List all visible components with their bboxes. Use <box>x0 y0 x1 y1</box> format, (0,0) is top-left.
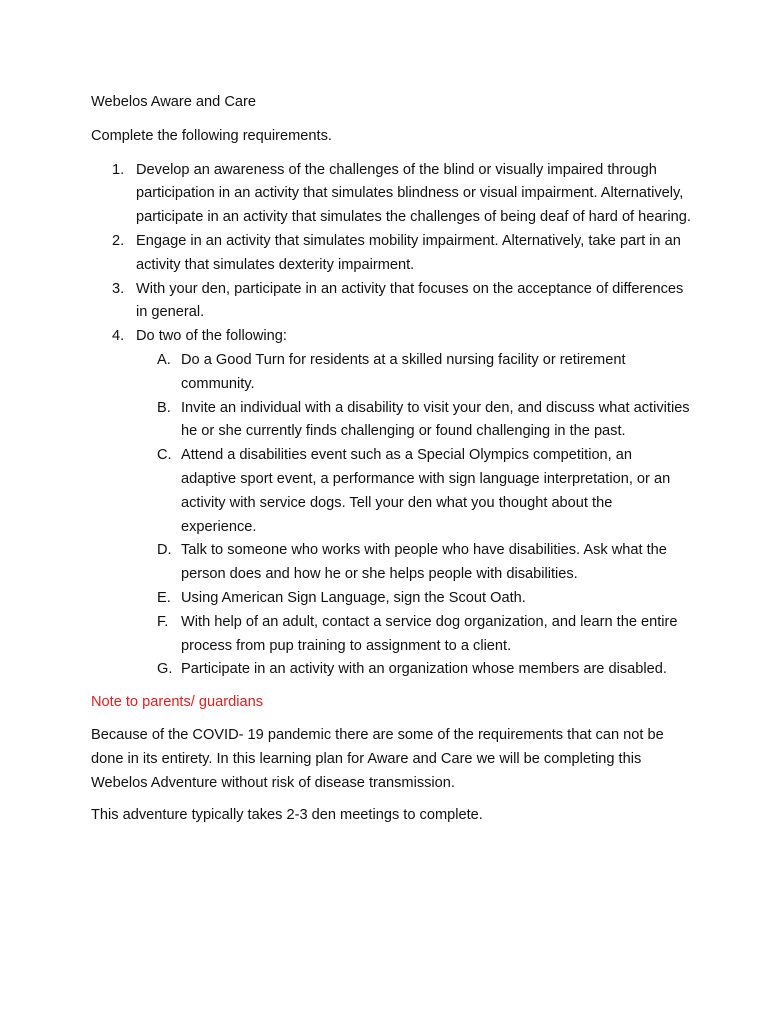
sub-requirement-item <box>136 539 691 587</box>
sub-requirement-text: Participate in an activity with an organization whose members are disabled. <box>181 661 667 678</box>
requirement-number: 1. <box>112 161 125 178</box>
sub-requirement-item <box>136 587 691 611</box>
sub-requirement-text: With help of an adult, contact a service dog organization, and learn the entire process from pup training to assignment to a client. <box>181 613 678 654</box>
sub-requirements-list <box>136 349 691 682</box>
sub-requirement-letter: D. <box>157 542 172 559</box>
sub-requirement-letter: C. <box>157 447 172 464</box>
requirement-number: 3. <box>112 280 125 297</box>
requirement-text: Engage in an activity that simulates mobility impairment. Alternatively, take part in an activity that simulates dexterity impairment. <box>136 232 681 273</box>
sub-requirement-item <box>136 444 691 539</box>
sub-requirement-letter: A. <box>157 351 171 368</box>
requirement-item <box>91 159 691 230</box>
sub-requirement-letter: E. <box>157 589 171 606</box>
sub-requirement-text: Using American Sign Language, sign the Scout Oath. <box>181 589 526 606</box>
covid-paragraph: Because of the COVID- 19 pandemic there are some of the requirements that can not be done in its entirety. In this learning plan for Aware and Care we will be completing this Webelos Adventure without risk of disease transmission. <box>91 726 664 791</box>
requirement-text: Do two of the following: <box>136 328 287 345</box>
sub-requirement-item <box>136 658 691 682</box>
sub-requirement-text: Invite an individual with a disability to visit your den, and discuss what activities he or she currently finds challenging or found challenging in the past. <box>181 399 690 440</box>
sub-requirement-item <box>136 397 691 445</box>
sub-requirement-text: Talk to someone who works with people who have disabilities. Ask what the person does and how he or she helps people with disabilities. <box>181 542 667 583</box>
document-title: Webelos Aware and Care <box>91 94 256 110</box>
requirement-text: Develop an awareness of the challenges of the blind or visually impaired through participation in an activity that simulates blindness or visual impairment. Alternatively, participate in an activity that simulates the challenges of being deaf of hard of hearing. <box>136 161 691 226</box>
requirement-number: 4. <box>112 328 125 345</box>
requirement-item <box>91 230 691 278</box>
sub-requirement-text: Do a Good Turn for residents at a skilled nursing facility or retirement community. <box>181 351 626 392</box>
sub-requirement-text: Attend a disabilities event such as a Special Olympics competition, an adaptive sport event, a performance with sign language interpretation, or an activity with service dogs. Tell your den what you thought about the experience. <box>181 447 671 535</box>
requirement-item <box>91 325 691 682</box>
sub-requirement-letter: B. <box>157 399 171 416</box>
requirement-number: 2. <box>112 232 125 249</box>
requirement-text: With your den, participate in an activity that focuses on the acceptance of differences in general. <box>136 280 684 321</box>
sub-requirement-letter: G. <box>157 661 173 678</box>
requirement-item <box>91 278 691 326</box>
duration-paragraph: This adventure typically takes 2-3 den meetings to complete. <box>91 807 483 824</box>
requirements-list <box>91 159 691 683</box>
note-heading: Note to parents/ guardians <box>91 694 263 711</box>
sub-requirement-item <box>136 611 691 659</box>
intro-text: Complete the following requirements. <box>91 127 332 144</box>
sub-requirement-letter: F. <box>157 613 169 630</box>
sub-requirement-item <box>136 349 691 397</box>
document-body <box>91 91 691 837</box>
